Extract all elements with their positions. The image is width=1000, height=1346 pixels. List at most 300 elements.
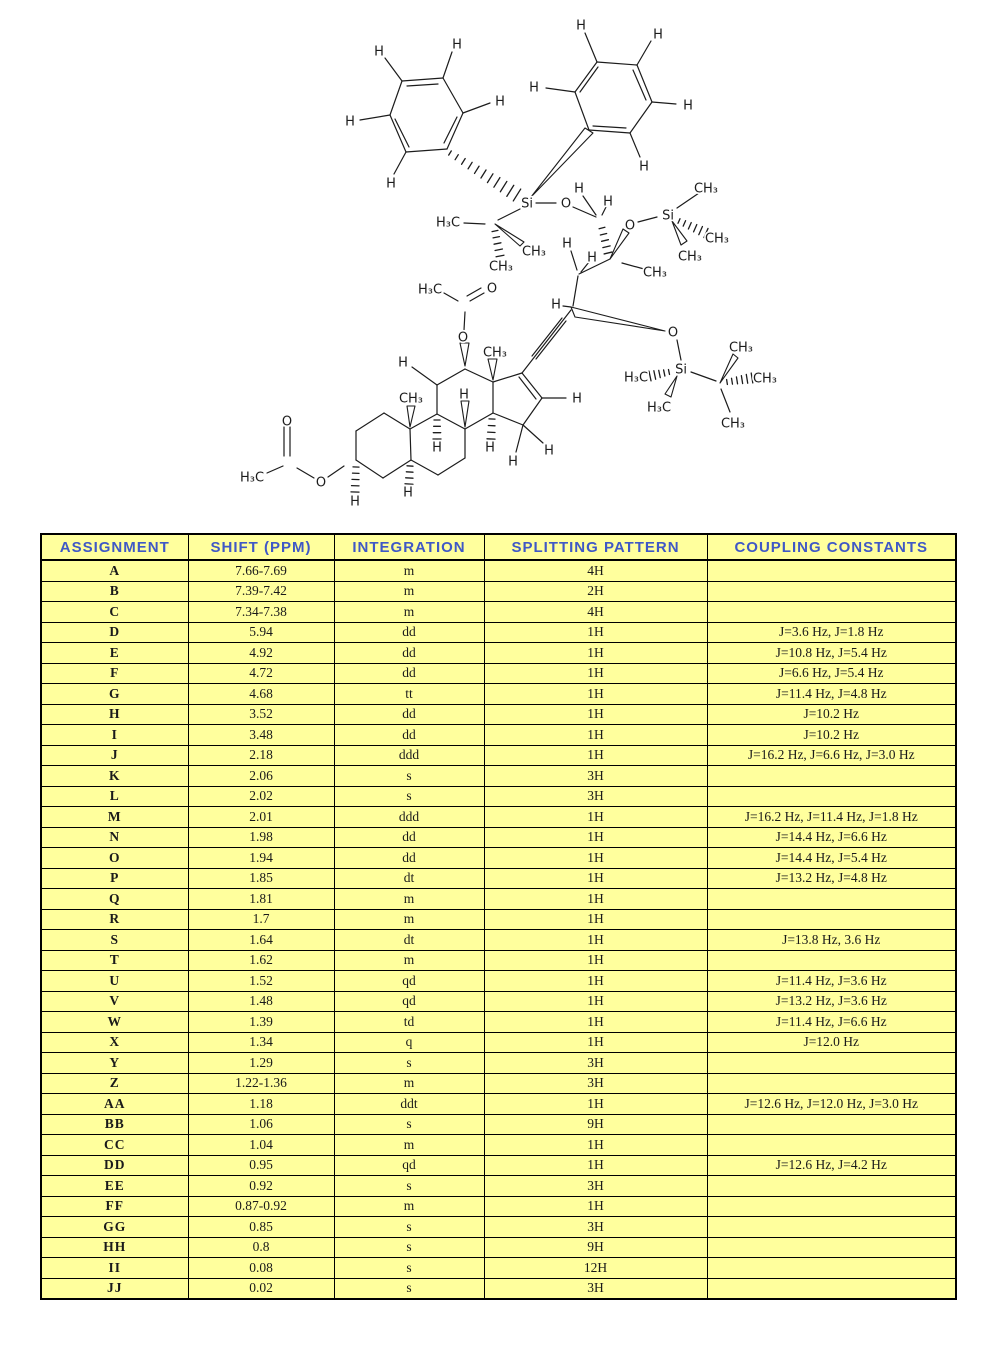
table-header-cell: ASSIGNMENT bbox=[41, 534, 188, 560]
bond-line bbox=[571, 251, 577, 270]
table-cell: 1H bbox=[484, 1094, 707, 1115]
bond-line bbox=[297, 468, 314, 478]
stereo-hash-bond bbox=[492, 230, 498, 231]
stereo-hash-bond bbox=[604, 252, 612, 254]
table-cell: J=14.4 Hz, J=6.6 Hz bbox=[707, 827, 956, 848]
bond-line bbox=[467, 288, 481, 296]
table-cell: 0.95 bbox=[188, 1155, 334, 1176]
table-row bbox=[41, 622, 956, 643]
table-cell: J=11.4 Hz, J=3.6 Hz bbox=[707, 971, 956, 992]
table-cell: dd bbox=[334, 827, 484, 848]
table-cell: 1.7 bbox=[188, 909, 334, 930]
table-cell: s bbox=[334, 1217, 484, 1238]
table-row bbox=[41, 1176, 956, 1197]
table-cell: J=6.6 Hz, J=5.4 Hz bbox=[707, 663, 956, 684]
bond-line bbox=[360, 115, 390, 120]
table-cell: 1H bbox=[484, 807, 707, 828]
bond-line bbox=[383, 460, 411, 478]
atom-label: H bbox=[350, 494, 360, 510]
table-cell: J=13.2 Hz, J=4.8 Hz bbox=[707, 868, 956, 889]
atom-label: H bbox=[432, 440, 442, 456]
stereo-hash-bond bbox=[654, 371, 656, 380]
table-cell bbox=[707, 1217, 956, 1238]
assignment-cell: F bbox=[41, 663, 188, 684]
assignment-cell: Y bbox=[41, 1053, 188, 1074]
table-cell: 3H bbox=[484, 1217, 707, 1238]
table-cell: 1H bbox=[484, 725, 707, 746]
bond-line bbox=[597, 62, 637, 65]
bond-line bbox=[573, 276, 578, 306]
table-cell: J=14.4 Hz, J=5.4 Hz bbox=[707, 848, 956, 869]
table-row bbox=[41, 602, 956, 623]
stereo-hash-bond bbox=[600, 233, 606, 235]
atom-label: H bbox=[403, 485, 413, 501]
table-cell: 4.68 bbox=[188, 684, 334, 705]
table-cell: 1.06 bbox=[188, 1114, 334, 1135]
table-cell: 4.72 bbox=[188, 663, 334, 684]
atom-label: H bbox=[386, 176, 396, 192]
assignment-cell: W bbox=[41, 1012, 188, 1033]
table-cell: 2H bbox=[484, 581, 707, 602]
table-cell: 1H bbox=[484, 643, 707, 664]
atom-label: H bbox=[551, 297, 561, 313]
table-cell: dd bbox=[334, 704, 484, 725]
stereo-hash-bond bbox=[487, 174, 493, 183]
table-cell: 3.52 bbox=[188, 704, 334, 725]
bond-line bbox=[493, 373, 522, 382]
table-cell: 0.87-0.92 bbox=[188, 1196, 334, 1217]
assignment-cell: B bbox=[41, 581, 188, 602]
atom-label: Si bbox=[662, 208, 674, 224]
table-cell: 2.06 bbox=[188, 766, 334, 787]
stereo-hash-bond bbox=[449, 151, 452, 155]
bond-line bbox=[638, 217, 657, 222]
atom-label: H bbox=[572, 391, 582, 407]
stereo-hash-bond bbox=[603, 246, 610, 248]
stereo-hash-bond bbox=[493, 237, 499, 238]
assignment-cell: J bbox=[41, 745, 188, 766]
table-row bbox=[41, 909, 956, 930]
table-cell: 1.18 bbox=[188, 1094, 334, 1115]
table-cell bbox=[707, 1176, 956, 1197]
table-cell: 1H bbox=[484, 848, 707, 869]
bond-line bbox=[410, 414, 437, 429]
table-cell: 1H bbox=[484, 622, 707, 643]
table-cell: J=11.4 Hz, J=4.8 Hz bbox=[707, 684, 956, 705]
table-cell: dt bbox=[334, 930, 484, 951]
table-row bbox=[41, 663, 956, 684]
stereo-hash-bond bbox=[664, 370, 665, 376]
bond-line bbox=[575, 62, 597, 92]
atom-label: H bbox=[683, 98, 693, 114]
table-cell: dd bbox=[334, 663, 484, 684]
atom-label: H₃C bbox=[623, 370, 649, 386]
table-cell: 1.94 bbox=[188, 848, 334, 869]
bond-line bbox=[721, 389, 730, 412]
table-row bbox=[41, 807, 956, 828]
assignment-cell: P bbox=[41, 868, 188, 889]
table-cell bbox=[707, 766, 956, 787]
atom-label: CH₃ bbox=[677, 249, 703, 265]
assignment-cell: C bbox=[41, 602, 188, 623]
bond-line bbox=[523, 425, 543, 443]
table-cell: qd bbox=[334, 991, 484, 1012]
bond-line bbox=[394, 152, 406, 174]
assignment-cell: DD bbox=[41, 1155, 188, 1176]
table-cell: tt bbox=[334, 684, 484, 705]
table-row bbox=[41, 971, 956, 992]
assignment-cell: V bbox=[41, 991, 188, 1012]
table-cell: dd bbox=[334, 848, 484, 869]
atom-label: CH₃ bbox=[482, 345, 508, 361]
table-row bbox=[41, 930, 956, 951]
table-cell bbox=[707, 1135, 956, 1156]
table-cell: 12H bbox=[484, 1258, 707, 1279]
table-cell: 1H bbox=[484, 1135, 707, 1156]
stereo-hash-bond bbox=[699, 226, 703, 234]
table-row bbox=[41, 581, 956, 602]
table-cell: s bbox=[334, 1176, 484, 1197]
stereo-wedge-bond bbox=[460, 343, 469, 366]
table-cell: ddd bbox=[334, 745, 484, 766]
atom-label: CH₃ bbox=[728, 340, 754, 356]
bond-line bbox=[390, 115, 406, 152]
bond-line bbox=[522, 310, 571, 373]
table-cell bbox=[707, 1053, 956, 1074]
stereo-hash-bond bbox=[736, 377, 737, 384]
atom-label: CH₃ bbox=[398, 391, 424, 407]
bond-line bbox=[407, 84, 438, 86]
assignment-cell: GG bbox=[41, 1217, 188, 1238]
table-cell: s bbox=[334, 1053, 484, 1074]
table-cell: 1H bbox=[484, 991, 707, 1012]
bond-line bbox=[406, 149, 447, 152]
table-cell: 1H bbox=[484, 1155, 707, 1176]
table-cell: dd bbox=[334, 643, 484, 664]
bond-line bbox=[410, 429, 411, 460]
atom-label: H bbox=[574, 181, 584, 197]
stereo-hash-bond bbox=[496, 255, 504, 257]
table-cell: td bbox=[334, 1012, 484, 1033]
bond-line bbox=[412, 367, 437, 385]
table-cell: s bbox=[334, 1114, 484, 1135]
table-header-cell: COUPLING CONSTANTS bbox=[707, 534, 956, 560]
bond-line bbox=[536, 321, 566, 359]
table-cell: 1H bbox=[484, 909, 707, 930]
table-cell: 3H bbox=[484, 1053, 707, 1074]
bond-line bbox=[464, 312, 465, 330]
atom-label: H bbox=[603, 194, 613, 210]
atom-label: O bbox=[667, 325, 679, 341]
table-cell: J=10.8 Hz, J=5.4 Hz bbox=[707, 643, 956, 664]
stereo-wedge-bond bbox=[407, 406, 415, 427]
atom-label: CH₃ bbox=[720, 416, 746, 432]
table-cell: 1.52 bbox=[188, 971, 334, 992]
bond-line bbox=[532, 318, 562, 356]
assignment-cell: A bbox=[41, 560, 188, 581]
table-cell: ddt bbox=[334, 1094, 484, 1115]
bond-line bbox=[633, 70, 646, 100]
table-cell: J=13.2 Hz, J=3.6 Hz bbox=[707, 991, 956, 1012]
table-cell: m bbox=[334, 1073, 484, 1094]
table-cell: 1.85 bbox=[188, 868, 334, 889]
assignment-cell: BB bbox=[41, 1114, 188, 1135]
table-cell bbox=[707, 602, 956, 623]
table-cell bbox=[707, 1237, 956, 1258]
bond-line bbox=[443, 52, 452, 78]
assignment-cell: Z bbox=[41, 1073, 188, 1094]
assignment-cell: E bbox=[41, 643, 188, 664]
table-row bbox=[41, 868, 956, 889]
stereo-wedge-bond bbox=[665, 376, 677, 397]
table-header-cell: SPLITTING PATTERN bbox=[484, 534, 707, 560]
table-cell bbox=[707, 786, 956, 807]
bond-line bbox=[390, 81, 402, 115]
table-cell: m bbox=[334, 1135, 484, 1156]
table-cell: 0.92 bbox=[188, 1176, 334, 1197]
table-cell: 1.29 bbox=[188, 1053, 334, 1074]
bond-line bbox=[438, 458, 465, 475]
atom-label: H bbox=[345, 114, 355, 130]
stereo-hash-bond bbox=[495, 249, 502, 250]
table-cell: 3H bbox=[484, 1073, 707, 1094]
assignment-cell: CC bbox=[41, 1135, 188, 1156]
assignment-cell: H bbox=[41, 704, 188, 725]
table-cell: s bbox=[334, 1237, 484, 1258]
table-row bbox=[41, 1032, 956, 1053]
table-head bbox=[41, 534, 956, 560]
table-cell bbox=[707, 1196, 956, 1217]
table-row bbox=[41, 1237, 956, 1258]
assignment-cell: X bbox=[41, 1032, 188, 1053]
bond-line bbox=[328, 466, 344, 477]
stereo-wedge-bond bbox=[571, 307, 665, 331]
stereo-hash-bond bbox=[455, 155, 458, 160]
atom-label: Si bbox=[521, 196, 533, 212]
table-cell: 9H bbox=[484, 1237, 707, 1258]
atom-label: H bbox=[495, 94, 505, 110]
stereo-hash-bond bbox=[678, 219, 680, 224]
nmr-assignment-table bbox=[40, 533, 957, 1300]
table-cell: 1H bbox=[484, 827, 707, 848]
bond-line bbox=[402, 78, 443, 81]
table-row bbox=[41, 786, 956, 807]
table-cell bbox=[707, 560, 956, 581]
table-row bbox=[41, 1073, 956, 1094]
table-cell: 7.34-7.38 bbox=[188, 602, 334, 623]
stereo-hash-bond bbox=[462, 159, 466, 165]
assignment-cell: O bbox=[41, 848, 188, 869]
atom-label: CH₃ bbox=[521, 244, 547, 260]
assignment-cell: M bbox=[41, 807, 188, 828]
bond-line bbox=[385, 58, 402, 81]
table-cell: 4H bbox=[484, 560, 707, 581]
table-cell: 1H bbox=[484, 745, 707, 766]
table-cell: dt bbox=[334, 868, 484, 889]
atom-label: H₃C bbox=[646, 400, 672, 416]
table-row bbox=[41, 889, 956, 910]
table-cell: 4.92 bbox=[188, 643, 334, 664]
atom-label: CH₃ bbox=[752, 371, 778, 387]
table-header-cell: SHIFT (PPM) bbox=[188, 534, 334, 560]
stereo-hash-bond bbox=[732, 378, 733, 384]
assignment-cell: FF bbox=[41, 1196, 188, 1217]
assignment-cell: K bbox=[41, 766, 188, 787]
table-cell: m bbox=[334, 950, 484, 971]
table-body bbox=[41, 560, 956, 1299]
table-cell: m bbox=[334, 560, 484, 581]
atom-label: O bbox=[486, 281, 498, 297]
table-cell: 7.66-7.69 bbox=[188, 560, 334, 581]
table-row bbox=[41, 1196, 956, 1217]
atom-label: H₃C bbox=[239, 470, 265, 486]
stereo-hash-bond bbox=[494, 243, 501, 244]
stereo-wedge-bond bbox=[488, 359, 497, 380]
table-cell: 1H bbox=[484, 950, 707, 971]
bond-line bbox=[637, 41, 651, 65]
table-cell: 0.85 bbox=[188, 1217, 334, 1238]
table-cell: 2.01 bbox=[188, 807, 334, 828]
assignment-cell: G bbox=[41, 684, 188, 705]
stereo-hash-bond bbox=[481, 170, 486, 178]
table-row bbox=[41, 684, 956, 705]
table-cell: dd bbox=[334, 725, 484, 746]
bond-line bbox=[585, 33, 597, 62]
table-row bbox=[41, 1053, 956, 1074]
table-cell bbox=[707, 950, 956, 971]
table-cell: J=11.4 Hz, J=6.6 Hz bbox=[707, 1012, 956, 1033]
table-row bbox=[41, 643, 956, 664]
table-cell: q bbox=[334, 1032, 484, 1053]
bond-line bbox=[356, 460, 383, 478]
assignment-cell: N bbox=[41, 827, 188, 848]
table-cell: 3.48 bbox=[188, 725, 334, 746]
table-cell: 3H bbox=[484, 1176, 707, 1197]
stereo-hash-bond bbox=[668, 370, 669, 375]
stereo-hash-bond bbox=[500, 181, 506, 191]
table-cell bbox=[707, 1278, 956, 1299]
assignment-cell: R bbox=[41, 909, 188, 930]
bond-line bbox=[652, 102, 676, 104]
assignment-cell: S bbox=[41, 930, 188, 951]
bond-line bbox=[444, 293, 458, 301]
table-cell: 9H bbox=[484, 1114, 707, 1135]
bond-line bbox=[443, 78, 463, 113]
table-cell: 1H bbox=[484, 971, 707, 992]
table-row bbox=[41, 848, 956, 869]
table-cell: 1H bbox=[484, 684, 707, 705]
atom-label: CH₃ bbox=[488, 259, 514, 275]
table-cell: 1H bbox=[484, 868, 707, 889]
atom-label: H bbox=[452, 37, 462, 53]
table-row bbox=[41, 1278, 956, 1299]
table-cell: 1.04 bbox=[188, 1135, 334, 1156]
table-cell: 2.02 bbox=[188, 786, 334, 807]
table-header-cell: INTEGRATION bbox=[334, 534, 484, 560]
table-cell: J=16.2 Hz, J=6.6 Hz, J=3.0 Hz bbox=[707, 745, 956, 766]
table-cell: m bbox=[334, 602, 484, 623]
table-cell: 1.62 bbox=[188, 950, 334, 971]
atom-label: H₃C bbox=[435, 215, 461, 231]
stereo-hash-bond bbox=[746, 374, 747, 383]
table-cell: 3H bbox=[484, 786, 707, 807]
atom-label: O bbox=[457, 330, 469, 346]
table-cell: J=12.6 Hz, J=4.2 Hz bbox=[707, 1155, 956, 1176]
table-cell: 1.34 bbox=[188, 1032, 334, 1053]
table-cell: J=10.2 Hz bbox=[707, 704, 956, 725]
table-cell: dd bbox=[334, 622, 484, 643]
stereo-hash-bond bbox=[649, 371, 651, 381]
assignment-cell: U bbox=[41, 971, 188, 992]
table-cell: 0.02 bbox=[188, 1278, 334, 1299]
stereo-wedge-bond bbox=[672, 221, 687, 245]
atom-label: H₃C bbox=[417, 282, 443, 298]
table-row bbox=[41, 1094, 956, 1115]
table-cell: ddd bbox=[334, 807, 484, 828]
atom-label: Si bbox=[675, 362, 687, 378]
bond-line bbox=[463, 103, 490, 113]
table-row bbox=[41, 991, 956, 1012]
assignment-cell: I bbox=[41, 725, 188, 746]
assignment-cell: JJ bbox=[41, 1278, 188, 1299]
bond-line bbox=[470, 293, 484, 301]
table-cell: 1.39 bbox=[188, 1012, 334, 1033]
assignment-cell: II bbox=[41, 1258, 188, 1279]
table-cell: J=12.6 Hz, J=12.0 Hz, J=3.0 Hz bbox=[707, 1094, 956, 1115]
atom-label: O bbox=[315, 475, 327, 491]
bond-line bbox=[630, 102, 652, 133]
stereo-hash-bond bbox=[513, 189, 520, 201]
bond-line bbox=[437, 414, 465, 429]
atom-label: O bbox=[560, 196, 572, 212]
table-cell: 0.08 bbox=[188, 1258, 334, 1279]
assignment-cell: Q bbox=[41, 889, 188, 910]
table-cell: 1H bbox=[484, 930, 707, 951]
table-cell bbox=[707, 1073, 956, 1094]
stereo-hash-bond bbox=[507, 185, 514, 196]
table-row bbox=[41, 1258, 956, 1279]
assignment-cell: D bbox=[41, 622, 188, 643]
table-cell: J=3.6 Hz, J=1.8 Hz bbox=[707, 622, 956, 643]
atom-label: H bbox=[398, 355, 408, 371]
bond-line bbox=[516, 425, 523, 452]
table-cell: 1H bbox=[484, 1012, 707, 1033]
table-cell: 4H bbox=[484, 602, 707, 623]
table-cell: s bbox=[334, 1278, 484, 1299]
table-row bbox=[41, 1012, 956, 1033]
atom-label: O bbox=[281, 414, 293, 430]
table-row bbox=[41, 704, 956, 725]
atom-label: H bbox=[587, 250, 597, 266]
stereo-wedge-bond bbox=[461, 401, 469, 427]
table-cell: 1H bbox=[484, 704, 707, 725]
atom-label: CH₃ bbox=[642, 265, 668, 281]
table-cell: s bbox=[334, 1258, 484, 1279]
table-cell: 1.64 bbox=[188, 930, 334, 951]
table-cell bbox=[707, 1258, 956, 1279]
stereo-hash-bond bbox=[688, 223, 691, 229]
bond-line bbox=[411, 460, 438, 475]
bond-line bbox=[465, 413, 493, 429]
bond-line bbox=[465, 369, 493, 382]
table-row bbox=[41, 1135, 956, 1156]
table-cell: 1H bbox=[484, 1196, 707, 1217]
stereo-hash-bond bbox=[727, 380, 728, 385]
stereo-wedge-bond bbox=[720, 354, 738, 383]
table-cell bbox=[707, 1114, 956, 1135]
table-cell bbox=[707, 581, 956, 602]
table-cell: s bbox=[334, 786, 484, 807]
